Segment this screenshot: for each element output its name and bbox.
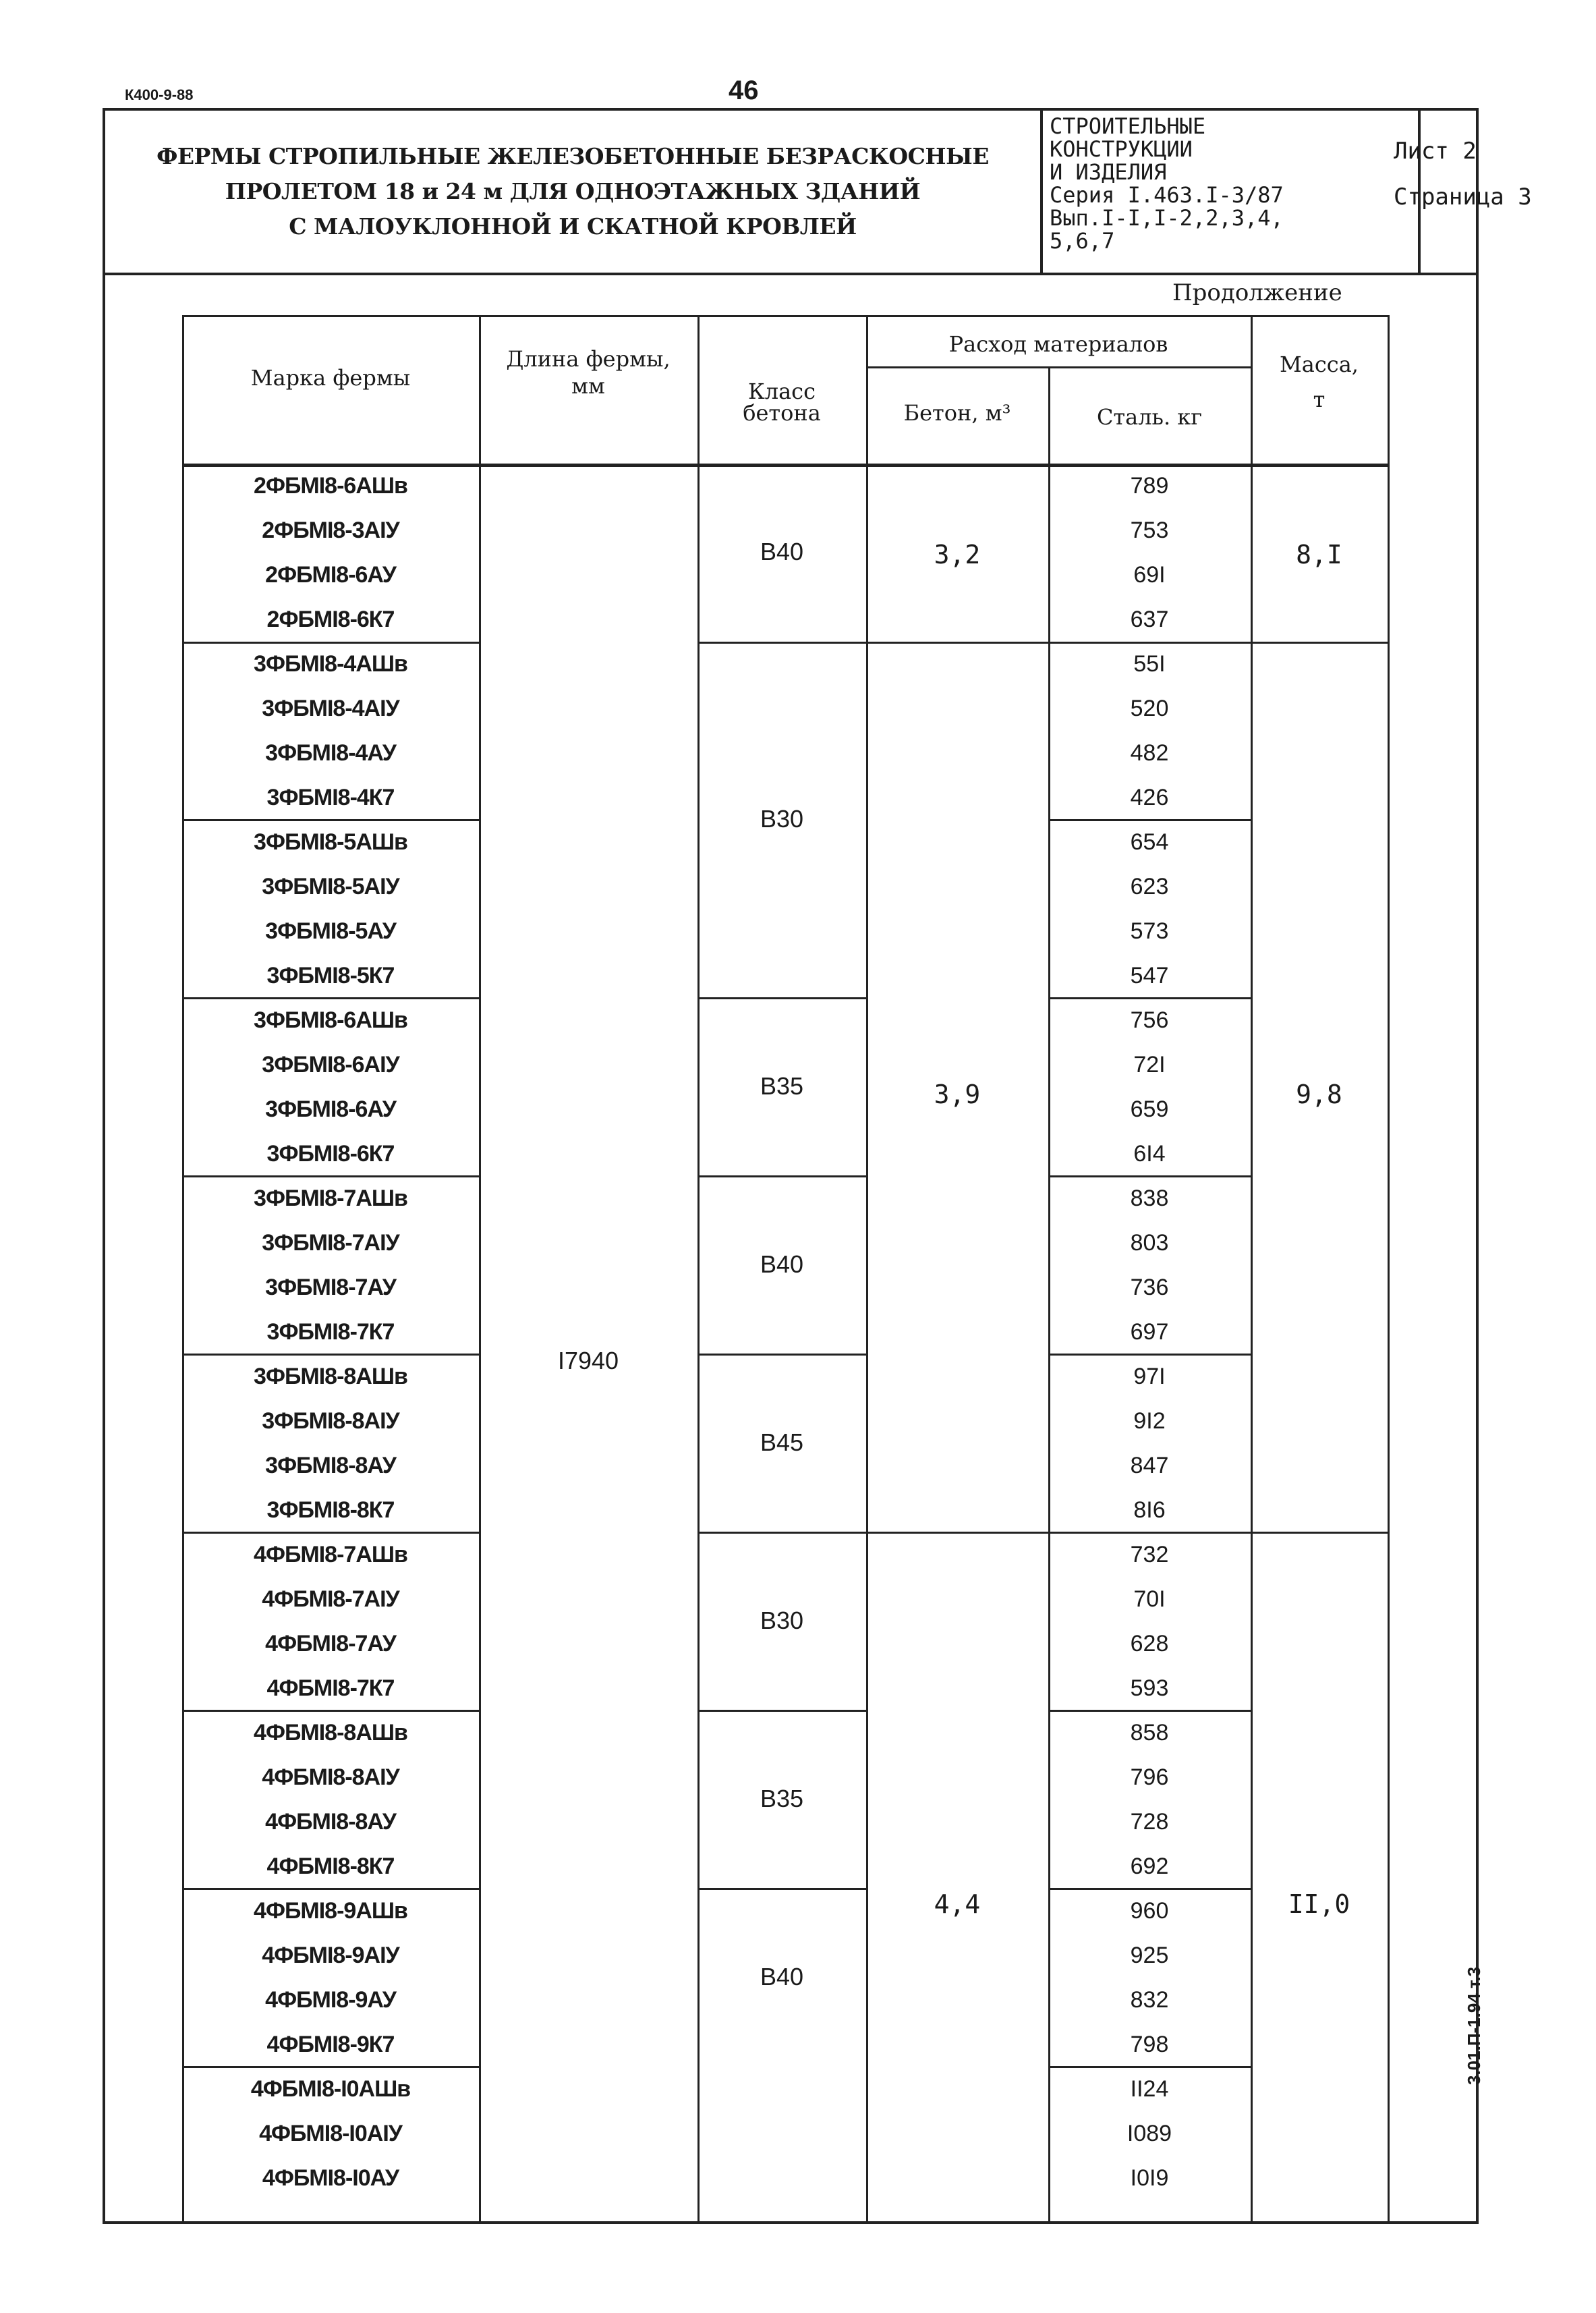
steel-consumption: 736 [1130, 1275, 1169, 1300]
steel-consumption: 623 [1130, 874, 1169, 899]
group-separator [697, 1710, 866, 1712]
col-divider [1251, 315, 1253, 2224]
truss-mark: 4ФБМI8-9АIУ [262, 1943, 399, 1968]
series-line: 5,6,7 [1050, 228, 1115, 254]
truss-mark: 3ФБМI8-8АУ [265, 1453, 396, 1478]
steel-consumption: 482 [1130, 740, 1169, 766]
header-concrete: Бетон, м³ [903, 400, 1011, 426]
concrete-class: В40 [760, 538, 804, 565]
page-label: Страница 3 [1394, 184, 1532, 211]
truss-mark: 3ФБМI8-7АIУ [262, 1230, 399, 1256]
steel-consumption: 72I [1133, 1052, 1166, 1078]
sheet-label: Лист 2 [1394, 138, 1477, 165]
steel-consumption: 798 [1130, 2032, 1169, 2057]
truss-mark: 4ФБМI8-I0АШв [250, 2076, 411, 2102]
truss-mass: 9,8 [1296, 1080, 1342, 1109]
title-line: ФЕРМЫ СТРОПИЛЬНЫЕ ЖЕЛЕЗОБЕТОННЫЕ БЕЗРАСКОСНЫЕ [156, 143, 989, 169]
steel-consumption: 832 [1130, 1987, 1169, 2013]
steel-consumption: 697 [1130, 1319, 1169, 1345]
steel-consumption: 520 [1130, 696, 1169, 721]
steel-consumption: 70I [1133, 1586, 1166, 1612]
steel-consumption: 547 [1130, 963, 1169, 988]
steel-consumption: 838 [1130, 1186, 1169, 1211]
page-number: 46 [729, 76, 759, 105]
steel-consumption: II24 [1130, 2076, 1169, 2102]
steel-consumption: 654 [1130, 829, 1169, 855]
truss-mark: 2ФБМI8-3АIУ [262, 518, 399, 543]
series-line: Серия I.463.I-3/87 [1050, 182, 1284, 208]
steel-consumption: 756 [1130, 1007, 1169, 1033]
table-top-border [182, 315, 1390, 317]
truss-length: I7940 [557, 1347, 619, 1374]
concrete-class: В40 [760, 1963, 804, 1990]
title-line: С МАЛОУКЛОННОЙ И СКАТНОЙ КРОВЛЕЙ [289, 213, 857, 240]
steel-consumption: 960 [1130, 1898, 1169, 1924]
header-mass: Масса, [1280, 352, 1359, 377]
truss-mark: 3ФБМI8-5АШв [254, 829, 407, 855]
truss-mark: 2ФБМI8-6К7 [266, 607, 395, 632]
truss-mark: 3ФБМI8-7АУ [265, 1275, 396, 1300]
series-line: СТРОИТЕЛЬНЫЕ [1050, 113, 1206, 139]
truss-mark: 3ФБМI8-7К7 [266, 1319, 395, 1345]
truss-mark: 4ФБМI8-I0АIУ [259, 2121, 402, 2146]
truss-mark: 4ФБМI8-9АШв [254, 1898, 407, 1924]
steel-consumption: I0I9 [1130, 2165, 1169, 2191]
steel-consumption: 858 [1130, 1720, 1169, 1746]
truss-mark: 3ФБМI8-4АIУ [262, 696, 399, 721]
title-line: ПРОЛЕТОМ 18 и 24 м ДЛЯ ОДНОЭТАЖНЫХ ЗДАНИЙ [225, 178, 921, 204]
truss-mark: 4ФБМI8-7АУ [265, 1631, 396, 1656]
continuation-label: Продолжение [1172, 279, 1342, 306]
steel-consumption: I089 [1127, 2121, 1172, 2146]
steel-consumption: 573 [1130, 918, 1169, 944]
truss-mark: 3ФБМI8-6К7 [266, 1141, 395, 1167]
concrete-class: В30 [760, 805, 804, 833]
truss-mark: 3ФБМI8-6АIУ [262, 1052, 399, 1078]
header-mark: Марка фермы [250, 365, 411, 391]
steel-consumption: 593 [1130, 1675, 1169, 1701]
truss-mark: 3ФБМI8-4АШв [254, 651, 407, 677]
header-length: Длина фермы, [506, 346, 671, 372]
col-divider [479, 315, 481, 2224]
truss-mark: 4ФБМI8-I0АУ [262, 2165, 399, 2191]
steel-consumption: 803 [1130, 1230, 1169, 1256]
concrete-class: В35 [760, 1072, 804, 1100]
truss-mark: 4ФБМI8-8АШв [254, 1720, 407, 1746]
truss-mark: 3ФБМI8-6АШв [254, 1007, 407, 1033]
truss-mark: 4ФБМI8-9К7 [266, 2032, 395, 2057]
group-separator [697, 1888, 866, 1890]
truss-mark: 4ФБМI8-8АIУ [262, 1764, 399, 1790]
truss-mark: 3ФБМI8-4К7 [266, 785, 395, 810]
group-separator [697, 1354, 866, 1356]
truss-mark: 3ФБМI8-8АШв [254, 1364, 407, 1389]
steel-consumption: 789 [1130, 473, 1169, 499]
truss-mark: 4ФБМI8-8АУ [265, 1809, 396, 1835]
steel-consumption: 728 [1130, 1809, 1169, 1835]
truss-mark: 2ФБМI8-6АШв [254, 473, 407, 499]
steel-consumption: 426 [1130, 785, 1169, 810]
steel-consumption: 847 [1130, 1453, 1169, 1478]
group-separator [697, 642, 1388, 644]
series-line: Вып.I-I,I-2,2,3,4, [1050, 205, 1284, 231]
table-right-border [1388, 315, 1390, 2224]
truss-mark: 4ФБМI8-8К7 [266, 1854, 395, 1879]
steel-consumption: 628 [1130, 1631, 1169, 1656]
document-code: К400-9-88 [125, 86, 194, 103]
truss-mark: 3ФБМI8-5АУ [265, 918, 396, 944]
truss-mark: 4ФБМI8-7АIУ [262, 1586, 399, 1612]
steel-consumption: 55I [1133, 651, 1166, 677]
series-line: И ИЗДЕЛИЯ [1050, 159, 1167, 185]
group-separator [697, 1175, 866, 1177]
concrete-class: В30 [760, 1607, 804, 1634]
truss-mark: 3ФБМI8-8К7 [266, 1497, 395, 1523]
concrete-volume: 4,4 [934, 1889, 981, 1919]
steel-consumption: 925 [1130, 1943, 1169, 1968]
concrete-volume: 3,9 [934, 1080, 981, 1109]
truss-mass: II,0 [1288, 1889, 1350, 1919]
header-subdivider [866, 366, 1251, 368]
truss-mark: 3ФБМI8-4АУ [265, 740, 396, 766]
steel-consumption: 637 [1130, 607, 1169, 632]
truss-mark: 3ФБМI8-6АУ [265, 1096, 396, 1122]
header-mass-unit: т [1313, 387, 1326, 412]
header-steel: Сталь. кг [1096, 404, 1203, 430]
header-length-unit: мм [571, 373, 605, 399]
steel-consumption: 753 [1130, 518, 1169, 543]
steel-consumption: 692 [1130, 1854, 1169, 1879]
truss-mark: 3ФБМI8-8АIУ [262, 1408, 399, 1434]
steel-consumption: 732 [1130, 1542, 1169, 1567]
truss-mark: 4ФБМI8-7К7 [266, 1675, 395, 1701]
side-code: 3.01.П-1.94 т.3 [1464, 1966, 1484, 2085]
truss-mass: 8,I [1296, 540, 1342, 569]
concrete-class: В40 [760, 1250, 804, 1278]
group-separator [697, 997, 866, 999]
truss-mark: 3ФБМI8-5АIУ [262, 874, 399, 899]
header-class-2: бетона [743, 400, 821, 426]
group-separator [697, 1532, 1388, 1534]
steel-consumption: 9I2 [1133, 1408, 1166, 1434]
steel-consumption: 796 [1130, 1764, 1169, 1790]
concrete-class: В45 [760, 1428, 804, 1456]
steel-consumption: 97I [1133, 1364, 1166, 1389]
header-materials: Расход материалов [948, 331, 1168, 357]
steel-consumption: 69I [1133, 562, 1166, 588]
steel-consumption: 659 [1130, 1096, 1169, 1122]
truss-mark: 3ФБМI8-7АШв [254, 1186, 407, 1211]
col-divider [866, 315, 868, 2224]
truss-mark: 4ФБМI8-9АУ [265, 1987, 396, 2013]
concrete-volume: 3,2 [934, 540, 981, 569]
steel-consumption: 6I4 [1133, 1141, 1166, 1167]
concrete-class: В35 [760, 1785, 804, 1812]
truss-mark: 2ФБМI8-6АУ [265, 562, 396, 588]
series-line: КОНСТРУКЦИИ [1050, 136, 1193, 162]
header-class: Класс [747, 379, 816, 404]
truss-mark: 4ФБМI8-7АШв [254, 1542, 407, 1567]
truss-mark: 3ФБМI8-5К7 [266, 963, 395, 988]
steel-consumption: 8I6 [1133, 1497, 1166, 1523]
